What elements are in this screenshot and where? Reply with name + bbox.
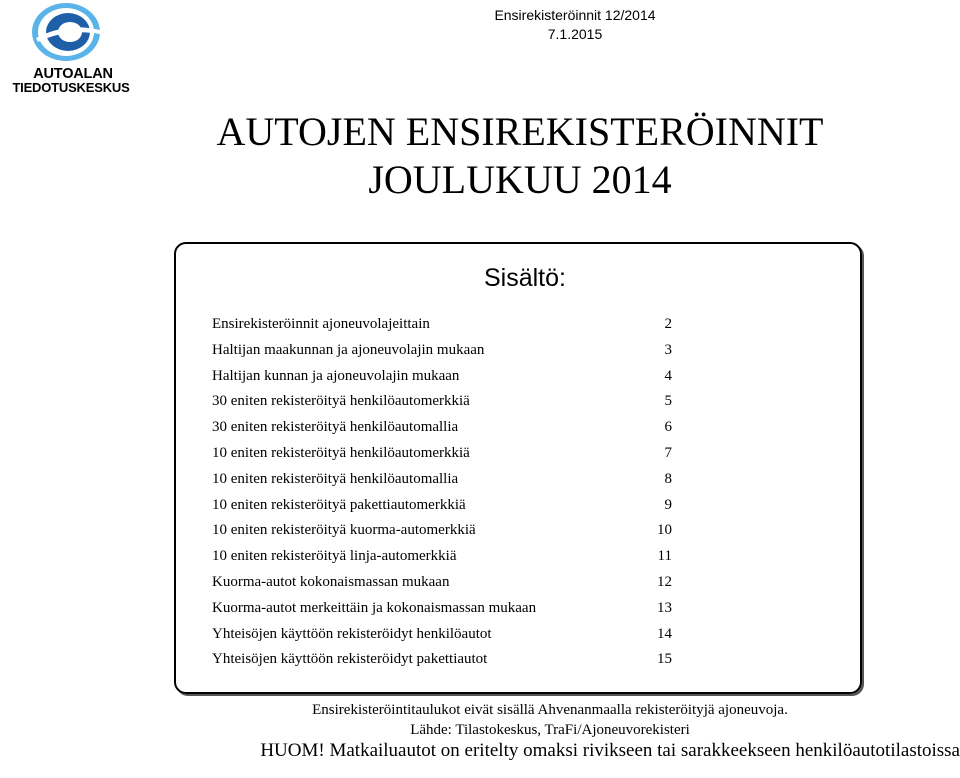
footnote	[200, 700, 900, 740]
footnote-aland: Ensirekisteröintitaulukot eivät sisällä Ahvenanmaalla rekisteröityjä ajoneuvoja.	[312, 702, 788, 718]
toc-item	[212, 622, 672, 648]
logo-emblem-icon	[30, 2, 104, 64]
toc-item-page: 4	[664, 367, 672, 384]
report-header	[440, 6, 710, 44]
toc-item-label: Ensirekisteröinnit ajoneuvolajeittain	[212, 316, 430, 332]
toc-item-page: 13	[657, 599, 672, 616]
toc-item-page: 6	[664, 419, 672, 436]
toc-item-page: 8	[664, 470, 672, 487]
toc-item-label: Haltijan kunnan ja ajoneuvolajin mukaan	[212, 367, 460, 384]
toc-item-page: 11	[657, 548, 672, 565]
toc-list	[212, 312, 672, 673]
toc-item-label: Yhteisöjen käyttöön rekisteröidyt pakettiautot	[212, 651, 488, 668]
toc-item-label: Kuorma-autot merkeittäin ja kokonaismassan mukaan	[212, 599, 537, 616]
toc-item	[212, 364, 672, 390]
logo-line2: TIEDOTUSKESKUS	[12, 80, 130, 95]
toc-item-label: 30 eniten rekisteröityä henkilöautomerkkiä	[212, 393, 470, 410]
toc-item	[212, 596, 672, 622]
toc-item-label: 10 eniten rekisteröityä linja-automerkkiä	[212, 548, 457, 565]
toc-item	[212, 570, 672, 596]
toc-item	[212, 441, 672, 467]
page-title	[100, 108, 940, 204]
toc-item-page: 15	[657, 651, 672, 668]
title-line2: JOULUKUU 2014	[368, 157, 672, 202]
toc-item	[212, 518, 672, 544]
toc-item-label: 10 eniten rekisteröityä henkilöautomallia	[212, 470, 459, 487]
title-line1: AUTOJEN ENSIREKISTERÖINNIT	[216, 109, 824, 154]
toc-item	[212, 467, 672, 493]
toc-item	[212, 312, 672, 338]
report-date: 7.1.2015	[547, 26, 603, 42]
toc-item	[212, 493, 672, 519]
logo-line1: AUTOALAN	[33, 66, 113, 82]
toc-item	[212, 338, 672, 364]
toc-item-label: Kuorma-autot kokonaismassan mukaan	[212, 573, 450, 590]
toc-item-page: 2	[664, 316, 672, 332]
toc-item	[212, 415, 672, 441]
toc-item-page: 10	[657, 522, 672, 539]
report-period: Ensirekisteröinnit 12/2014	[494, 7, 656, 23]
toc-item-label: 10 eniten rekisteröityä pakettiautomerkkiä	[212, 496, 466, 513]
toc-item	[212, 389, 672, 415]
toc-item-label: Haltijan maakunnan ja ajoneuvolajin mukaan	[212, 341, 485, 358]
toc-item	[212, 544, 672, 570]
toc-item-label: 10 eniten rekisteröityä henkilöautomerkkiä	[212, 444, 470, 461]
toc-item-page: 12	[657, 573, 672, 590]
toc-heading: Sisältö:	[484, 264, 566, 292]
autoalan-logo	[0, 2, 142, 94]
toc-item-page: 7	[664, 444, 672, 461]
toc-item-page: 3	[664, 341, 672, 358]
toc-item-label: Yhteisöjen käyttöön rekisteröidyt henkilöautot	[212, 625, 492, 642]
footnote-source: Lähde: Tilastokeskus, TraFi/Ajoneuvorekisteri	[410, 722, 690, 738]
huom-note: HUOM! Matkailuautot on eritelty omaksi rivikseen tai sarakkeekseen henkilöautotilastoissa	[260, 740, 960, 761]
toc-item-label: 10 eniten rekisteröityä kuorma-automerkkiä	[212, 522, 476, 539]
toc-item-label: 30 eniten rekisteröityä henkilöautomallia	[212, 419, 459, 436]
toc-item	[212, 647, 672, 673]
toc-item-page: 14	[657, 625, 672, 642]
toc-item-page: 5	[664, 393, 672, 410]
toc-item-page: 9	[664, 496, 672, 513]
